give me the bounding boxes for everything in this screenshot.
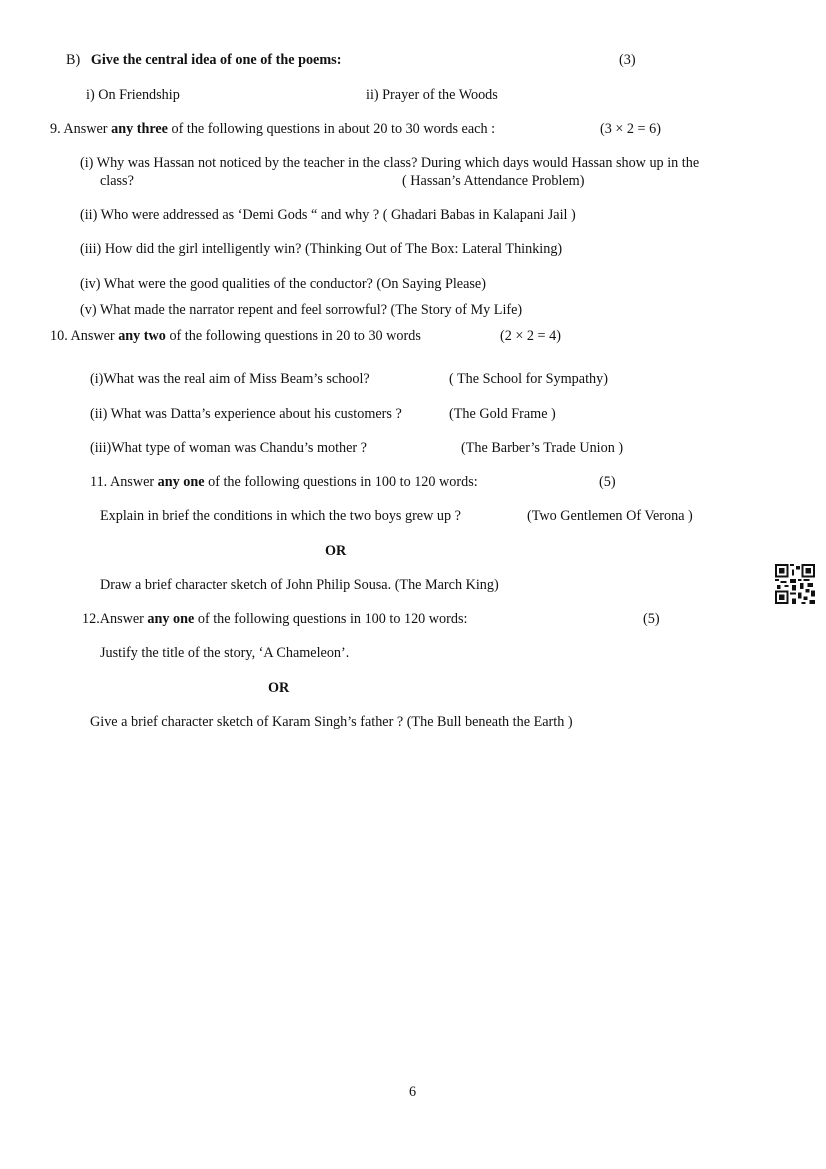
q11-option-2: Draw a brief character sketch of John Philip Sousa. (The March King): [100, 577, 499, 593]
q9-item-2: (ii) Who were addressed as ‘Demi Gods “ and why ? ( Ghadari Babas in Kalapani Jail ): [80, 207, 576, 223]
q12-option-1: Justify the title of the story, ‘A Chameleon’.: [100, 645, 350, 661]
q9-item-1: (i) Why was Hassan not noticed by the teacher in the class? During which days would Hassan show up in the: [80, 155, 700, 171]
q10-heading: [50, 327, 421, 345]
q11-or: OR: [325, 543, 347, 559]
q10-item-2-source: (The Gold Frame ): [449, 406, 556, 422]
q10-post: of the following questions in 20 to 30 words: [165, 328, 421, 344]
q9-item-1-cont: class?: [100, 173, 134, 189]
q9-emphasis: any three: [111, 121, 168, 137]
q9-marks: (3 × 2 = 6): [600, 121, 661, 137]
q11-heading: [90, 473, 478, 491]
part-b-label: B): [66, 52, 81, 68]
q9-item-3: (iii) How did the girl intelligently win? (Thinking Out of The Box: Lateral Thinking): [80, 241, 563, 257]
q11-marks: (5): [599, 474, 616, 490]
q11-pre: 11. Answer: [90, 474, 158, 490]
q10-item-2: (ii) What was Datta’s experience about his customers ?: [90, 406, 402, 422]
poem-option-2: ii) Prayer of the Woods: [366, 87, 498, 103]
q12-emphasis: any one: [147, 611, 195, 627]
part-b-marks: (3): [619, 52, 636, 68]
q10-item-3: (iii)What type of woman was Chandu’s mother ?: [90, 440, 367, 456]
q10-marks: (2 × 2 = 4): [500, 328, 561, 344]
q10-item-1-source: ( The School for Sympathy): [449, 371, 608, 387]
poem-option-1: i) On Friendship: [86, 87, 180, 103]
q10-emphasis: any two: [118, 328, 166, 344]
q12-pre: 12.Answer: [82, 611, 148, 627]
part-b-instruction: Give the central idea of one of the poems:: [90, 52, 342, 68]
q10-item-1: (i)What was the real aim of Miss Beam’s school?: [90, 371, 370, 387]
q11-emphasis: any one: [157, 474, 205, 490]
q9-pre: 9. Answer: [50, 121, 112, 137]
q12-or: OR: [268, 680, 290, 696]
q11-option-1-source: (Two Gentlemen Of Verona ): [527, 508, 693, 524]
part-b-heading: [66, 51, 341, 69]
q9-item-4: (iv) What were the good qualities of the conductor? (On Saying Please): [80, 276, 486, 292]
q11-option-1: Explain in brief the conditions in which the two boys grew up ?: [100, 508, 461, 524]
qr-code-icon: [775, 564, 815, 604]
q9-post: of the following questions in about 20 to 30 words each :: [167, 121, 496, 137]
q9-item-5: (v) What made the narrator repent and feel sorrowful? (The Story of My Life): [80, 302, 523, 318]
q10-item-3-source: (The Barber’s Trade Union ): [461, 440, 624, 456]
q11-post: of the following questions in 100 to 120 words:: [204, 474, 478, 490]
q10-pre: 10. Answer: [50, 328, 119, 344]
page-number: 6: [409, 1084, 417, 1100]
q9-heading: [50, 120, 495, 138]
q12-post: of the following questions in 100 to 120 words:: [194, 611, 468, 627]
q9-item-1-source: ( Hassan’s Attendance Problem): [402, 173, 585, 189]
q12-heading: [82, 610, 467, 628]
q12-option-2: Give a brief character sketch of Karam Singh’s father ? (The Bull beneath the Earth ): [90, 714, 573, 730]
q12-marks: (5): [643, 611, 660, 627]
